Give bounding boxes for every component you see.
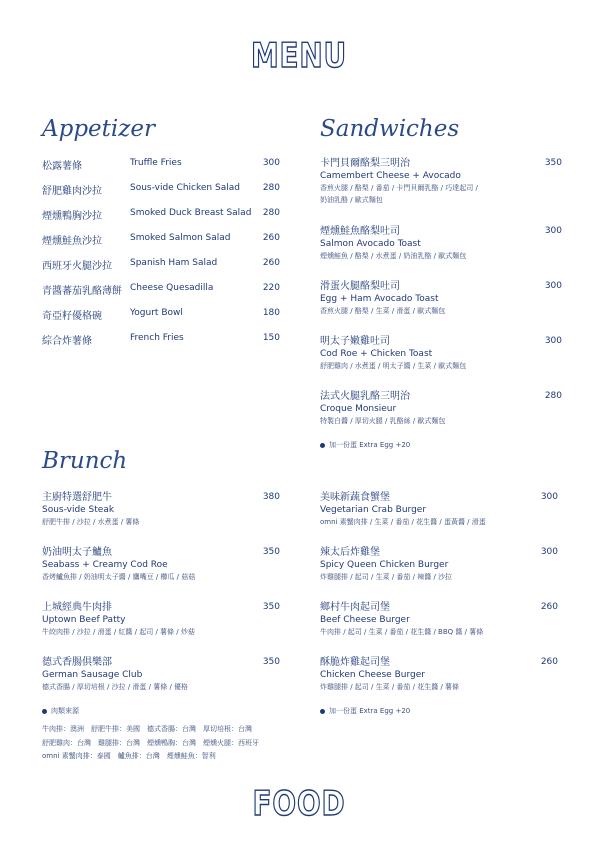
item-price: 300 (544, 281, 562, 291)
item-name-en: Spicy Queen Chicken Burger (320, 560, 449, 570)
item-name-zh: 明太子嫩雞吐司 (320, 336, 390, 347)
origin-line: 舒肥雞肉：台灣 雞腿排：台灣 煙燻鴨胸：台灣 煙燻火腿：西班牙 (42, 738, 259, 747)
sandwiches-title: Sandwiches (320, 116, 460, 142)
bullet-dot-icon (320, 443, 325, 448)
list-item (42, 157, 280, 173)
item-description: 德式香腸 / 厚切培根 / 沙拉 / 滑蛋 / 薯條 / 優格 (42, 683, 189, 691)
item-name-zh: 奶油明太子鱸魚 (42, 547, 112, 558)
item-price: 300 (540, 492, 558, 502)
item-price: 300 (262, 158, 280, 168)
item-name-en: Chicken Cheese Burger (320, 670, 425, 680)
list-item (42, 207, 280, 223)
bullet-dot-icon (42, 709, 47, 714)
brunch-title: Brunch (42, 448, 128, 474)
item-name-zh: 酥脆炸雞起司堡 (320, 657, 390, 668)
item-name-zh: 鄉村牛肉起司堡 (320, 602, 390, 613)
item-name-en: Seabass + Creamy Cod Roe (42, 560, 168, 570)
item-name-en: Vegetarian Crab Burger (320, 505, 427, 515)
item-price: 280 (262, 208, 280, 218)
item-name-en: Uptown Beef Patty (42, 615, 126, 625)
list-item (42, 282, 280, 298)
item-description: 香煎火腿 / 酪梨 / 番茄 / 卡門貝爾乳酪 / 巧達起司 / (320, 184, 478, 192)
list-item (320, 390, 562, 427)
item-price: 260 (262, 258, 280, 268)
item-name-zh: 松露薯條 (42, 161, 82, 172)
food-footer-title: FOOD (252, 784, 346, 824)
item-description-cont: 奶油乳酪 / 歐式麵包 (320, 196, 383, 204)
item-price: 260 (540, 657, 558, 667)
appetizer-title: Appetizer (42, 116, 155, 142)
list-item (42, 491, 280, 528)
item-name-zh: 滑蛋火腿酪梨吐司 (320, 281, 400, 292)
item-description: 炸雞腿排 / 起司 / 生菜 / 番茄 / 花生醬 / 薯條 (320, 683, 460, 691)
item-name-en: Sous-vide Chicken Salad (130, 183, 240, 193)
origin-line: omni 素蟹肉排：泰國 鱸魚排：台灣 煙燻鮭魚：智利 (42, 752, 216, 760)
item-name-en: Spanish Ham Salad (130, 258, 218, 268)
item-price: 350 (262, 657, 280, 667)
list-item (320, 335, 562, 372)
item-description: 牛絞肉排 / 沙拉 / 滑蛋 / 紅醬 / 起司 / 薯條 / 炒菇 (42, 628, 195, 636)
extra-egg-note (320, 440, 410, 450)
item-name-en: Egg + Ham Avocado Toast (320, 294, 439, 304)
item-name-zh: 美味新蔬食蟹堡 (320, 492, 390, 503)
extra-egg-note (320, 706, 410, 716)
item-name-en: Salmon Avocado Toast (320, 239, 421, 249)
list-item (320, 491, 558, 528)
meat-origin-title (42, 706, 79, 716)
list-item (320, 601, 558, 638)
item-price: 180 (262, 308, 280, 318)
item-name-zh: 綜合炸薯條 (42, 336, 92, 347)
item-price: 350 (262, 602, 280, 612)
item-name-zh: 煙燻鮭魚酪梨吐司 (320, 226, 400, 237)
item-name-en: Smoked Duck Breast Salad (130, 208, 252, 218)
item-name-en: Croque Monsieur (320, 404, 397, 414)
item-description: 香煎火腿 / 酪梨 / 生菜 / 滑蛋 / 歐式麵包 (320, 307, 446, 315)
menu-header-title: MENU (250, 36, 348, 76)
item-price: 280 (544, 391, 562, 401)
list-item (320, 157, 562, 206)
list-item (320, 225, 562, 262)
item-name-en: Cheese Quesadilla (130, 283, 214, 293)
list-item (42, 546, 280, 583)
item-price: 300 (544, 336, 562, 346)
item-price: 350 (544, 158, 562, 168)
item-price: 350 (262, 547, 280, 557)
item-description: 炸雞腿排 / 起司 / 生菜 / 番茄 / 辣醬 / 沙拉 (320, 573, 453, 581)
note-text: 加一份蛋 Extra Egg +20 (329, 707, 411, 715)
item-name-en: Smoked Salmon Salad (130, 233, 231, 243)
list-item (42, 656, 280, 693)
item-name-en: Yogurt Bowl (130, 308, 183, 318)
item-name-zh: 舒肥雞肉沙拉 (42, 186, 102, 197)
item-price: 300 (544, 226, 562, 236)
item-description: 舒肥牛排 / 沙拉 / 水煮蛋 / 薯條 (42, 518, 140, 526)
origin-line: 牛肉排：澳洲 舒肥牛排：美國 德式香腸：台灣 厚切培根：台灣 (42, 725, 252, 733)
list-item (320, 656, 558, 693)
item-name-zh: 卡門貝爾酪梨三明治 (320, 158, 410, 169)
list-item (42, 232, 280, 248)
item-price: 300 (540, 547, 558, 557)
item-name-en: Camembert Cheese + Avocado (320, 171, 461, 181)
item-name-zh: 煙燻鴨胸沙拉 (42, 211, 102, 222)
item-name-zh: 辣太后炸雞堡 (320, 547, 380, 558)
item-name-en: Cod Roe + Chicken Toast (320, 349, 433, 359)
item-description: 牛肉排 / 起司 / 生菜 / 番茄 / 花生醬 / BBQ 醬 / 薯條 (320, 628, 484, 636)
item-name-en: German Sausage Club (42, 670, 143, 680)
item-price: 280 (262, 183, 280, 193)
item-name-zh: 西班牙火腿沙拉 (42, 261, 112, 272)
list-item (42, 257, 280, 273)
item-price: 380 (262, 492, 280, 502)
list-item (42, 332, 280, 348)
item-description: omni 素蟹肉排 / 生菜 / 番茄 / 花生醬 / 蛋黃醬 / 滑蛋 (320, 518, 486, 526)
list-item (320, 546, 558, 583)
list-item (42, 307, 280, 323)
item-price: 220 (262, 283, 280, 293)
list-item (42, 182, 280, 198)
item-name-zh: 法式火腿乳酪三明治 (320, 391, 410, 402)
note-text: 肉類來源 (51, 707, 79, 715)
item-name-zh: 德式香腸俱樂部 (42, 657, 112, 668)
item-price: 260 (262, 233, 280, 243)
item-name-zh: 奇亞籽優格碗 (42, 311, 102, 322)
item-description: 香烤鱸魚排 / 奶油明太子醬 / 鷹嘴豆 / 櫛瓜 / 菇菇 (42, 573, 196, 581)
item-description: 特製白醬 / 厚切火腿 / 乳酪絲 / 歐式麵包 (320, 417, 446, 425)
meat-origin-list (42, 723, 259, 764)
item-description: 舒肥雞肉 / 水煮蛋 / 明太子醬 / 生菜 / 歐式麵包 (320, 362, 467, 370)
item-price: 260 (540, 602, 558, 612)
list-item (42, 601, 280, 638)
list-item (320, 280, 562, 317)
item-name-zh: 煙燻鮭魚沙拉 (42, 236, 102, 247)
item-name-en: Sous-vide Steak (42, 505, 115, 515)
item-name-zh: 上城經典牛肉排 (42, 602, 112, 613)
item-name-en: Truffle Fries (130, 158, 182, 168)
item-name-zh: 主廚特選舒肥牛 (42, 492, 112, 503)
item-price: 150 (262, 333, 280, 343)
item-description: 煙燻鮭魚 / 酪梨 / 水煮蛋 / 奶油乳酪 / 歐式麵包 (320, 252, 467, 260)
item-name-en: French Fries (130, 333, 184, 343)
bullet-dot-icon (320, 709, 325, 714)
item-name-zh: 青醬蕃茄乳酪薄餅 (42, 286, 122, 297)
note-text: 加一份蛋 Extra Egg +20 (329, 441, 411, 449)
item-name-en: Beef Cheese Burger (320, 615, 410, 625)
